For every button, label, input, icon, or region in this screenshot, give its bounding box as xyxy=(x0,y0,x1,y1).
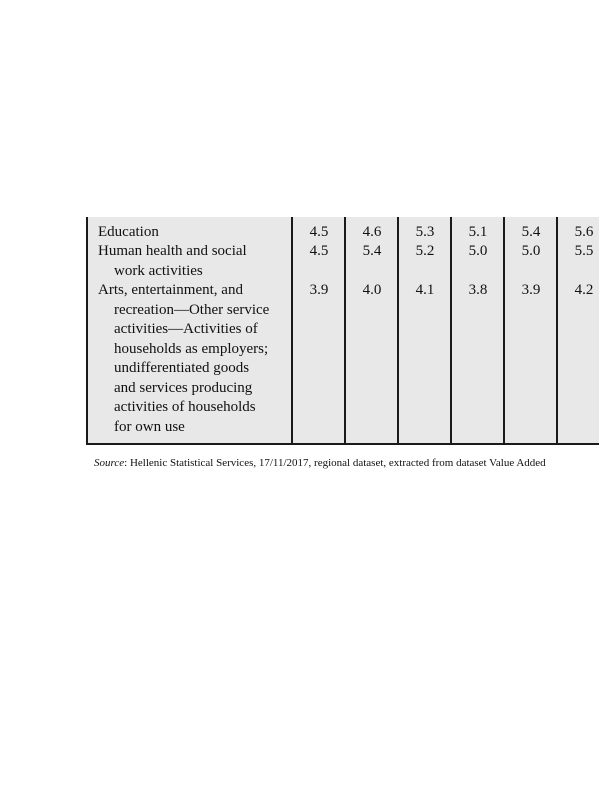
table-cell: 3.9 xyxy=(521,282,541,298)
table-cell: 5.0 xyxy=(468,243,488,259)
table-cell: 5.5 xyxy=(574,243,594,259)
table-cell: 4.6 xyxy=(362,224,382,240)
table-cell: 4.2 xyxy=(574,282,594,298)
row-label-line: and services producing xyxy=(114,379,253,396)
row-label xyxy=(98,223,293,243)
source-note xyxy=(94,456,599,470)
table-cell: 3.9 xyxy=(309,282,329,298)
table-cell: 5.6 xyxy=(574,224,594,240)
table-cell: 5.2 xyxy=(415,243,435,259)
table-cell: 4.1 xyxy=(415,282,435,298)
row-label-line: Education xyxy=(98,224,159,240)
row-label-line: undifferentiated goods xyxy=(114,360,250,376)
table-cell: 3.8 xyxy=(468,282,488,298)
row-label-line: activities of households xyxy=(114,399,256,415)
row-label-line: households as employers; xyxy=(114,340,269,357)
row-label-line: activities—Activities of xyxy=(114,321,258,337)
row-label-line: Arts, entertainment, and xyxy=(98,282,243,298)
row-label xyxy=(98,281,293,437)
table-cell: 5.3 xyxy=(415,224,435,240)
row-label-line: work activities xyxy=(114,262,203,279)
row-label-line: for own use xyxy=(114,418,185,435)
row-label-line: recreation—Other service xyxy=(114,301,270,318)
source-text: : Hellenic Statistical Services, 17/11/2017, regional dataset, extracted from dataset Value Added xyxy=(124,457,546,469)
table-cell: 5.4 xyxy=(362,243,382,259)
row-label xyxy=(98,242,293,281)
data-table xyxy=(86,217,599,445)
table-cell: 4.5 xyxy=(309,224,329,240)
table-cell: 5.4 xyxy=(521,224,541,240)
row-label-line: Human health and social xyxy=(98,243,247,259)
source-label: Source xyxy=(94,457,125,469)
table-cell: 4.0 xyxy=(362,282,382,298)
table-cell: 5.1 xyxy=(468,224,488,240)
table-cell: 4.5 xyxy=(309,243,329,259)
table-cell: 5.0 xyxy=(521,243,541,259)
